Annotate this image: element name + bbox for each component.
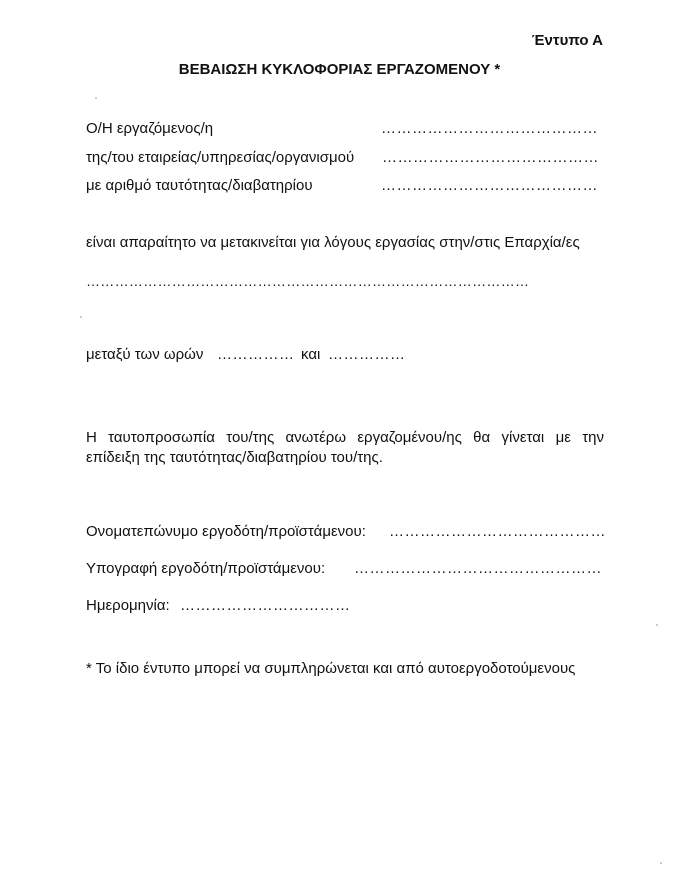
employee-label: Ο/Η εργαζόμενος/η — [86, 120, 214, 137]
form-label: Έντυπο Α — [531, 32, 603, 49]
id-label: με αριθμό ταυτότητας/διαβατηρίου — [86, 177, 313, 194]
employer-name-label: Ονοματεπώνυμο εργοδότη/προϊστάμενου: — [86, 523, 366, 540]
hours-from-field[interactable]: …………… — [217, 346, 295, 363]
company-field[interactable]: …………………………………… — [382, 149, 599, 166]
region-field[interactable]: ………………………………………………………………………………… — [86, 273, 530, 289]
footnote: * Το ίδιο έντυπο μπορεί να συμπληρώνεται και από αυτοεργοδοτούμενους — [86, 660, 576, 677]
employer-signature-field[interactable]: ………………………………………… — [354, 560, 602, 577]
company-label: της/του εταιρείας/υπηρεσίας/οργανισμού — [86, 149, 355, 166]
id-field[interactable]: …………………………………… — [381, 177, 598, 194]
date-label: Ημερομηνία: — [86, 597, 170, 614]
scan-speck — [80, 316, 82, 318]
date-field[interactable]: …………………………… — [180, 597, 351, 614]
identification-text: Η ταυτοπροσωπία του/της ανωτέρω εργαζομένου/ης θα γίνεται με την επίδειξη της ταυτότητας/διαβατηρίου του/της. — [86, 429, 604, 466]
hours-to-field[interactable]: …………… — [328, 346, 406, 363]
page-title: ΒΕΒΑΙΩΣΗ ΚΥΚΛΟΦΟΡΙΑΣ ΕΡΓΑΖΟΜΕΝΟΥ * — [178, 61, 501, 78]
employee-field[interactable]: …………………………………… — [381, 120, 598, 137]
scan-speck — [656, 624, 658, 626]
movement-text: είναι απαραίτητο να μετακινείται για λόγους εργασίας στην/στις Επαρχία/ες — [86, 234, 580, 251]
scan-speck — [660, 862, 662, 864]
employer-name-field[interactable]: …………………………………… — [389, 523, 606, 540]
employer-signature-label: Υπογραφή εργοδότη/προϊστάμενου: — [86, 560, 326, 577]
hours-and-label: και — [301, 346, 321, 363]
hours-label: μεταξύ των ωρών — [86, 346, 204, 363]
scan-speck — [95, 97, 97, 99]
